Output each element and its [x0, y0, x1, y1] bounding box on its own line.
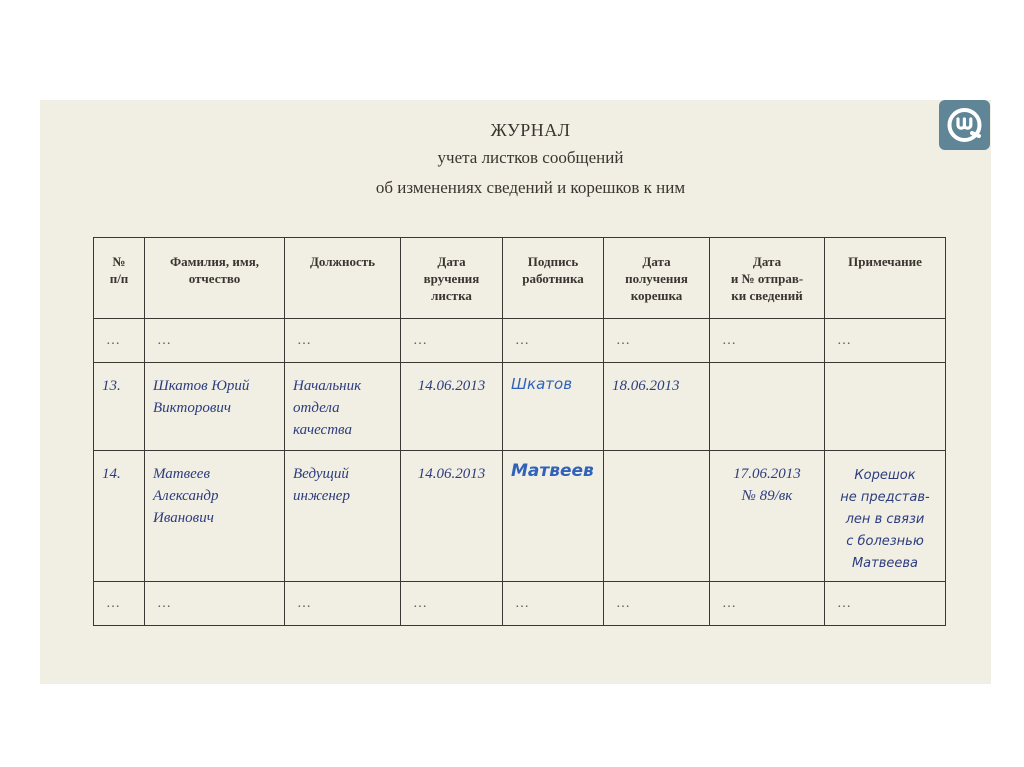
table-row: [94, 363, 946, 451]
ellipsis-cell: …: [285, 582, 401, 626]
position-cell: Ведущий инженер: [285, 451, 401, 582]
ellipsis-cell: …: [94, 582, 145, 626]
position-cell: Начальник отдела качества: [285, 363, 401, 451]
ellipsis-cell: …: [710, 582, 825, 626]
journal-subtitle-1: учета листков сообщений: [437, 148, 624, 167]
ellipsis-cell: …: [401, 582, 503, 626]
ellipsis-cell: …: [604, 582, 710, 626]
row-number-cell: 13.: [94, 363, 145, 451]
ellipsis-cell: …: [145, 582, 285, 626]
note-cell: [825, 363, 946, 451]
table-row: [94, 451, 946, 582]
date-issued-cell: 14.06.2013: [401, 363, 503, 451]
date-sent-cell: 17.06.2013 № 89/вк: [710, 451, 825, 582]
column-header-note: Примечание: [825, 238, 946, 319]
journal-title: ЖУРНАЛ: [490, 120, 571, 140]
full-name-cell: Шкатов Юрий Викторович: [145, 363, 285, 451]
journal-subtitle-2: об изменениях сведений и корешков к ним: [375, 178, 686, 197]
column-header-position: Должность: [285, 238, 401, 319]
handwritten-signature: Шкатов: [511, 375, 573, 393]
ellipsis-cell: …: [94, 319, 145, 363]
ellipsis-cell: …: [825, 319, 946, 363]
date-received-cell: [604, 451, 710, 582]
ellipsis-cell: …: [145, 319, 285, 363]
ellipsis-cell: …: [285, 319, 401, 363]
table-header-row: [94, 238, 946, 319]
journal-table: [93, 237, 946, 626]
table-row-ellipsis: [94, 582, 946, 626]
handwritten-signature: Матвеев: [511, 461, 594, 481]
column-header-full-name: Фамилия, имя, отчество: [145, 238, 285, 319]
column-header-signature: Подпись работника: [503, 238, 604, 319]
column-header-date-issued: Дата вручения листка: [401, 238, 503, 319]
note-cell: Корешок не представ- лен в связи с болезнью Матвеева: [825, 451, 946, 582]
date-sent-cell: [710, 363, 825, 451]
full-name-cell: Матвеев Александр Иванович: [145, 451, 285, 582]
ellipsis-cell: …: [503, 582, 604, 626]
signature-cell: [503, 451, 604, 582]
ellipsis-cell: …: [503, 319, 604, 363]
ellipsis-cell: …: [710, 319, 825, 363]
ellipsis-cell: …: [604, 319, 710, 363]
signature-cell: [503, 363, 604, 451]
journal-heading: [40, 119, 991, 199]
date-issued-cell: 14.06.2013: [401, 451, 503, 582]
ellipsis-cell: …: [825, 582, 946, 626]
ellipsis-cell: …: [401, 319, 503, 363]
table-row-ellipsis: [94, 319, 946, 363]
date-received-cell: 18.06.2013: [604, 363, 710, 451]
column-header-date-received: Дата получения корешка: [604, 238, 710, 319]
row-number-cell: 14.: [94, 451, 145, 582]
column-header-date-sent: Дата и № отправ- ки сведений: [710, 238, 825, 319]
column-header-number: № п/п: [94, 238, 145, 319]
